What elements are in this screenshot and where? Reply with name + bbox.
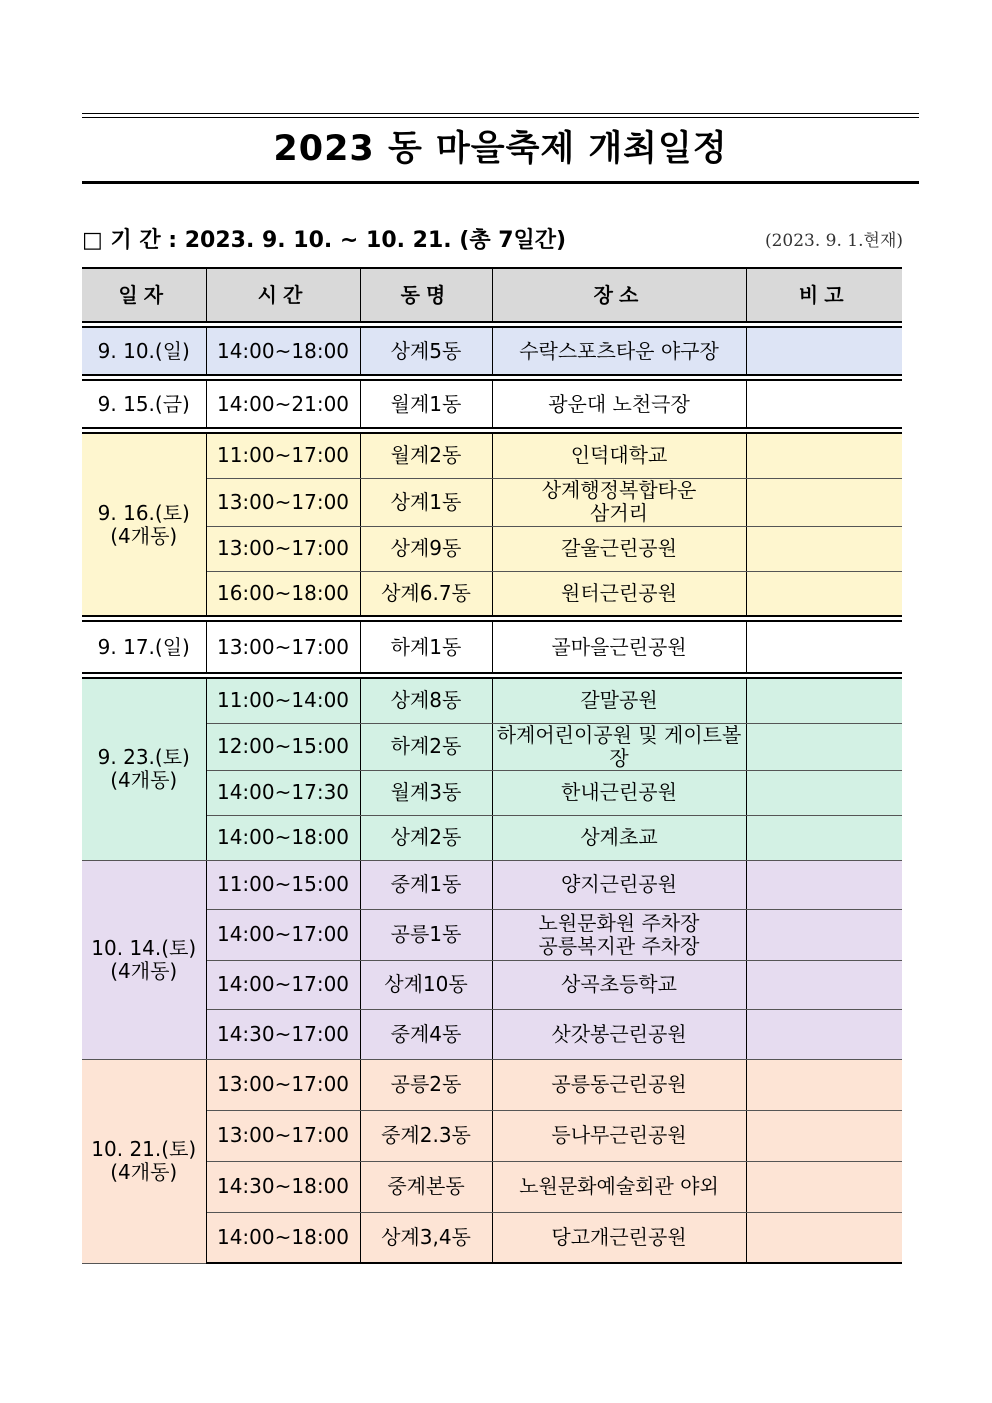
table-row <box>82 621 902 673</box>
place-cell: 원터근린공원 <box>492 571 746 616</box>
table-row <box>82 433 902 478</box>
place-cell: 인덕대학교 <box>492 433 746 478</box>
note-cell <box>746 433 902 478</box>
note-cell <box>746 1110 902 1161</box>
dong-cell: 중계1동 <box>360 860 492 909</box>
date-text: 10. 21.(토) <box>91 1137 197 1161</box>
note-cell <box>746 380 902 428</box>
note-cell <box>746 860 902 909</box>
dong-count: (4개동) <box>110 958 178 983</box>
dong-cell: 상계2동 <box>360 815 492 860</box>
time-cell: 13:00~17:00 <box>206 621 360 673</box>
time-cell: 11:00~17:00 <box>206 433 360 478</box>
col-header-dong: 동명 <box>360 268 492 322</box>
note-cell <box>746 327 902 375</box>
note-cell <box>746 909 902 960</box>
note-cell <box>746 1212 902 1263</box>
dong-cell: 상계9동 <box>360 526 492 571</box>
dong-count: (4개동) <box>110 1160 178 1184</box>
dong-cell: 월계1동 <box>360 380 492 428</box>
place-cell <box>492 478 746 526</box>
dong-cell: 상계6.7동 <box>360 571 492 616</box>
dong-cell: 월계2동 <box>360 433 492 478</box>
col-header-note: 비고 <box>746 268 902 322</box>
date-cell <box>82 433 206 616</box>
col-header-time: 시간 <box>206 268 360 322</box>
note-cell <box>746 1161 902 1212</box>
time-cell: 14:00~18:00 <box>206 327 360 375</box>
place-cell: 노원문화예술회관 야외 <box>492 1161 746 1212</box>
time-cell: 14:00~18:00 <box>206 815 360 860</box>
table-row <box>82 678 902 723</box>
note-cell <box>746 770 902 815</box>
note-cell <box>746 960 902 1009</box>
dong-count: (4개동) <box>110 523 178 548</box>
note-cell <box>746 526 902 571</box>
dong-cell: 하계2동 <box>360 723 492 770</box>
title-rule-top-inner <box>82 117 919 118</box>
time-cell: 16:00~18:00 <box>206 571 360 616</box>
place-cell: 갈말공원 <box>492 678 746 723</box>
note-cell <box>746 571 902 616</box>
place-cell <box>492 909 746 960</box>
time-cell: 14:00~17:00 <box>206 960 360 1009</box>
date-cell: 9. 17.(일) <box>82 621 206 673</box>
dong-cell: 공릉1동 <box>360 909 492 960</box>
place-cell: 등나무근린공원 <box>492 1110 746 1161</box>
place-cell: 당고개근린공원 <box>492 1212 746 1263</box>
date-cell: 9. 15.(금) <box>82 380 206 428</box>
title-rule-top <box>82 113 919 114</box>
date-text: 9. 23.(토) <box>97 745 190 770</box>
title-block <box>82 113 919 184</box>
table-row <box>82 380 902 428</box>
dong-count: (4개동) <box>110 768 178 793</box>
date-cell: 9. 10.(일) <box>82 327 206 375</box>
place-line-1: 노원문화원 주차장 <box>538 910 700 935</box>
col-header-date: 일자 <box>82 268 206 322</box>
place-cell: 상곡초등학교 <box>492 960 746 1009</box>
page-title: 2023 동 마을축제 개최일정 <box>273 129 728 169</box>
time-cell: 13:00~17:00 <box>206 1110 360 1161</box>
note-cell <box>746 1009 902 1059</box>
date-cell <box>82 678 206 860</box>
time-cell: 14:00~17:00 <box>206 909 360 960</box>
place-cell: 골마을근린공원 <box>492 621 746 673</box>
time-cell: 13:00~17:00 <box>206 1059 360 1110</box>
dong-cell: 상계10동 <box>360 960 492 1009</box>
dong-cell: 중계2.3동 <box>360 1110 492 1161</box>
dong-cell: 중계4동 <box>360 1009 492 1059</box>
header-row <box>82 268 902 322</box>
period-line: □ 기 간 : 2023. 9. 10. ~ 10. 21. (총 7일간) <box>82 228 567 253</box>
time-cell: 14:30~18:00 <box>206 1161 360 1212</box>
time-cell: 14:00~17:30 <box>206 770 360 815</box>
time-cell: 14:30~17:00 <box>206 1009 360 1059</box>
place-cell: 삿갓봉근린공원 <box>492 1009 746 1059</box>
note-cell <box>746 621 902 673</box>
place-cell: 수락스포츠타운 야구장 <box>492 327 746 375</box>
table-row <box>82 327 902 375</box>
place-cell: 양지근린공원 <box>492 860 746 909</box>
time-cell: 14:00~18:00 <box>206 1212 360 1263</box>
note-cell <box>746 1059 902 1110</box>
title-rule-bottom <box>82 181 919 184</box>
dong-cell: 상계3,4동 <box>360 1212 492 1263</box>
dong-cell: 상계5동 <box>360 327 492 375</box>
dong-cell: 중계본동 <box>360 1161 492 1212</box>
place-cell: 한내근린공원 <box>492 770 746 815</box>
date-cell <box>82 1059 206 1263</box>
place-cell: 하계어린이공원 및 게이트볼장 <box>492 723 746 770</box>
dong-cell: 공릉2동 <box>360 1059 492 1110</box>
date-text: 9. 16.(토) <box>97 500 190 525</box>
dong-cell: 하계1동 <box>360 621 492 673</box>
place-cell: 광운대 노천극장 <box>492 380 746 428</box>
note-cell <box>746 723 902 770</box>
time-cell: 13:00~17:00 <box>206 526 360 571</box>
date-cell <box>82 860 206 1059</box>
time-cell: 11:00~15:00 <box>206 860 360 909</box>
place-line-1: 상계행정복합타운 <box>541 478 697 502</box>
dong-cell: 상계8동 <box>360 678 492 723</box>
table-row <box>82 860 902 909</box>
place-cell: 공릉동근린공원 <box>492 1059 746 1110</box>
col-header-place: 장소 <box>492 268 746 322</box>
note-cell <box>746 478 902 526</box>
dong-cell: 월계3동 <box>360 770 492 815</box>
time-cell: 13:00~17:00 <box>206 478 360 526</box>
time-cell: 12:00~15:00 <box>206 723 360 770</box>
place-cell: 갈울근린공원 <box>492 526 746 571</box>
schedule-table <box>82 267 902 1264</box>
table-row <box>82 1059 902 1110</box>
place-line-2: 삼거리 <box>590 501 648 525</box>
time-cell: 14:00~21:00 <box>206 380 360 428</box>
date-text: 10. 14.(토) <box>91 935 197 960</box>
time-cell: 11:00~14:00 <box>206 678 360 723</box>
place-line-2: 공릉복지관 주차장 <box>538 933 700 958</box>
note-cell <box>746 678 902 723</box>
place-cell: 상계초교 <box>492 815 746 860</box>
dong-cell: 상계1동 <box>360 478 492 526</box>
as-of-date: (2023. 9. 1.현재) <box>764 231 903 251</box>
note-cell <box>746 815 902 860</box>
